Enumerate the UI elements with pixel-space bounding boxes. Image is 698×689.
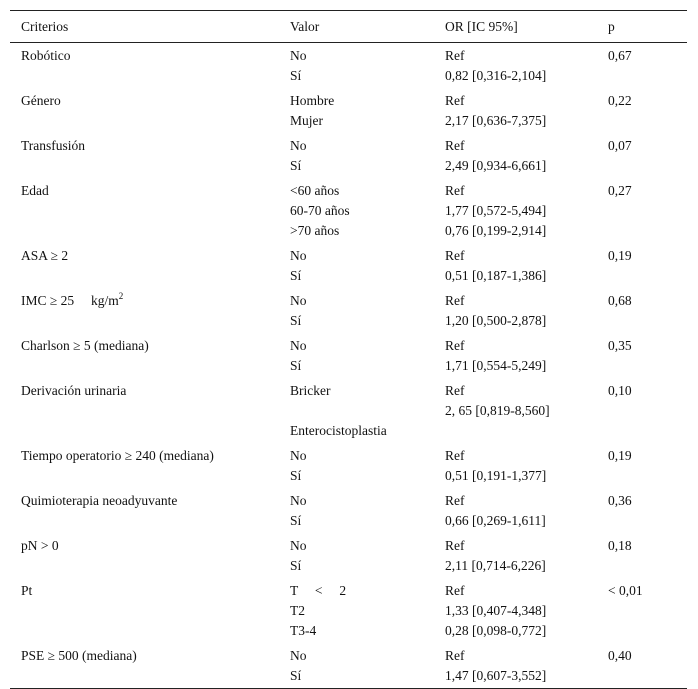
criterio-cell — [10, 181, 279, 241]
p-cell: 0,27 — [608, 183, 632, 198]
criterio-label: Transfusión — [21, 138, 86, 153]
or-item: 2,11 [0,714-6,226] — [445, 558, 546, 573]
criterio-label: PSE ≥ 500 (mediana) — [21, 648, 137, 663]
or-cell — [434, 381, 601, 441]
criterio-cell — [10, 291, 279, 331]
criterio-label: Edad — [21, 183, 49, 198]
valor-item: No — [290, 448, 307, 463]
criterio-superscript: 2 — [118, 291, 124, 301]
valor-cell — [279, 291, 434, 331]
table-row — [10, 443, 687, 488]
criterio-label: Derivación urinaria — [21, 383, 127, 398]
criterio-cell — [10, 46, 279, 86]
criterio-cell — [10, 136, 279, 176]
valor-item: >70 años — [290, 223, 340, 238]
criterio-label: pN > 0 — [21, 538, 59, 553]
or-cell — [434, 446, 601, 486]
valor-item: Sí — [290, 513, 302, 528]
valor-item: <60 años — [290, 183, 340, 198]
valor-cell — [279, 581, 434, 641]
valor-item: Bricker — [290, 383, 331, 398]
or-cell — [434, 136, 601, 176]
or-item: Ref — [445, 48, 465, 63]
results-table — [10, 10, 687, 689]
or-item: 1,47 [0,607-3,552] — [445, 668, 547, 683]
p-cell: 0,10 — [608, 383, 632, 398]
or-cell — [434, 536, 601, 576]
valor-cell — [279, 91, 434, 131]
table-row — [10, 488, 687, 533]
or-item: Ref — [445, 183, 465, 198]
or-item: Ref — [445, 138, 465, 153]
valor-item: T2 — [290, 603, 305, 618]
or-item: Ref — [445, 448, 465, 463]
valor-cell — [279, 381, 434, 441]
table-row — [10, 43, 687, 88]
criterio-cell — [10, 381, 279, 441]
p-cell: 0,67 — [608, 48, 632, 63]
or-item: 0,28 [0,098-0,772] — [445, 623, 547, 638]
valor-item: Sí — [290, 158, 302, 173]
criterio-cell — [10, 646, 279, 686]
table-row — [10, 578, 687, 643]
criterio-label: IMC ≥ 25 kg/m — [21, 293, 119, 308]
valor-item: No — [290, 338, 307, 353]
or-item: Ref — [445, 383, 465, 398]
criterio-cell — [10, 246, 279, 286]
or-item: Ref — [445, 293, 465, 308]
valor-item: T < 2 — [290, 583, 347, 598]
p-cell: 0,19 — [608, 448, 632, 463]
header-criterios: Criterios — [21, 19, 69, 34]
or-cell — [434, 581, 601, 641]
p-cell: 0,40 — [608, 648, 632, 663]
table-row — [10, 333, 687, 378]
or-item: Ref — [445, 538, 465, 553]
valor-cell — [279, 46, 434, 86]
valor-item: Sí — [290, 558, 302, 573]
or-item — [445, 421, 601, 441]
or-item: 2,17 [0,636-7,375] — [445, 113, 547, 128]
valor-item: No — [290, 648, 307, 663]
or-item: Ref — [445, 248, 465, 263]
or-item: Ref — [445, 493, 465, 508]
or-item: Ref — [445, 648, 465, 663]
p-cell: 0,19 — [608, 248, 632, 263]
valor-item: Sí — [290, 358, 302, 373]
valor-item: Sí — [290, 468, 302, 483]
valor-item: Sí — [290, 68, 302, 83]
criterio-cell — [10, 581, 279, 641]
table-row — [10, 243, 687, 288]
valor-item: Sí — [290, 313, 302, 328]
table-row — [10, 378, 687, 443]
criterio-label: Robótico — [21, 48, 71, 63]
valor-item: No — [290, 248, 307, 263]
valor-item: 60-70 años — [290, 203, 350, 218]
header-row — [10, 11, 687, 42]
or-cell — [434, 291, 601, 331]
criterio-cell — [10, 336, 279, 376]
or-cell — [434, 336, 601, 376]
or-item: 0,82 [0,316-2,104] — [445, 68, 547, 83]
valor-cell — [279, 181, 434, 241]
table-row — [10, 533, 687, 578]
table-row — [10, 88, 687, 133]
or-item: 0,66 [0,269-1,611] — [445, 513, 546, 528]
criterio-cell — [10, 536, 279, 576]
valor-cell — [279, 536, 434, 576]
valor-item: T3-4 — [290, 623, 317, 638]
or-item: 0,76 [0,199-2,914] — [445, 223, 547, 238]
p-cell: 0,36 — [608, 493, 632, 508]
criterio-label: Quimioterapia neoadyuvante — [21, 493, 178, 508]
valor-item: No — [290, 138, 307, 153]
header-valor: Valor — [290, 19, 320, 34]
or-item: Ref — [445, 583, 465, 598]
p-cell: 0,68 — [608, 293, 632, 308]
table-body — [10, 43, 687, 688]
or-cell — [434, 46, 601, 86]
or-item: Ref — [445, 93, 465, 108]
table-row — [10, 178, 687, 243]
or-item: 0,51 [0,187-1,386] — [445, 268, 547, 283]
valor-item: No — [290, 493, 307, 508]
criterio-label: ASA ≥ 2 — [21, 248, 69, 263]
p-cell: 0,22 — [608, 93, 632, 108]
valor-item: Sí — [290, 268, 302, 283]
header-p: p — [608, 19, 615, 34]
or-cell — [434, 491, 601, 531]
criterio-cell — [10, 491, 279, 531]
criterio-label: Pt — [21, 583, 33, 598]
or-item: 1,77 [0,572-5,494] — [445, 203, 547, 218]
or-cell — [434, 646, 601, 686]
valor-item — [290, 401, 434, 421]
valor-cell — [279, 646, 434, 686]
table-row — [10, 643, 687, 688]
or-cell — [434, 91, 601, 131]
valor-item: Sí — [290, 668, 302, 683]
or-cell — [434, 181, 601, 241]
valor-item: Mujer — [290, 113, 323, 128]
p-cell: 0,35 — [608, 338, 632, 353]
or-item: 1,33 [0,407-4,348] — [445, 603, 547, 618]
valor-cell — [279, 246, 434, 286]
or-item: Ref — [445, 338, 465, 353]
criterio-cell — [10, 446, 279, 486]
valor-item: No — [290, 293, 307, 308]
or-item: 1,20 [0,500-2,878] — [445, 313, 547, 328]
or-item: 2,49 [0,934-6,661] — [445, 158, 547, 173]
valor-item: Hombre — [290, 93, 335, 108]
or-item: 0,51 [0,191-1,377] — [445, 468, 547, 483]
table-row — [10, 133, 687, 178]
valor-cell — [279, 336, 434, 376]
valor-cell — [279, 491, 434, 531]
valor-cell — [279, 136, 434, 176]
valor-item: No — [290, 538, 307, 553]
p-cell: < 0,01 — [608, 583, 643, 598]
or-item: 1,71 [0,554-5,249] — [445, 358, 547, 373]
criterio-label: Charlson ≥ 5 (mediana) — [21, 338, 149, 353]
criterio-cell — [10, 91, 279, 131]
valor-item: No — [290, 48, 307, 63]
table-row — [10, 288, 687, 333]
criterio-label: Género — [21, 93, 61, 108]
valor-cell — [279, 446, 434, 486]
p-cell: 0,07 — [608, 138, 632, 153]
criterio-label: Tiempo operatorio ≥ 240 (mediana) — [21, 448, 214, 463]
or-cell — [434, 246, 601, 286]
valor-item: Enterocistoplastia — [290, 423, 387, 438]
p-cell: 0,18 — [608, 538, 632, 553]
header-or: OR [IC 95%] — [445, 19, 518, 34]
or-item: 2, 65 [0,819-8,560] — [445, 403, 550, 418]
